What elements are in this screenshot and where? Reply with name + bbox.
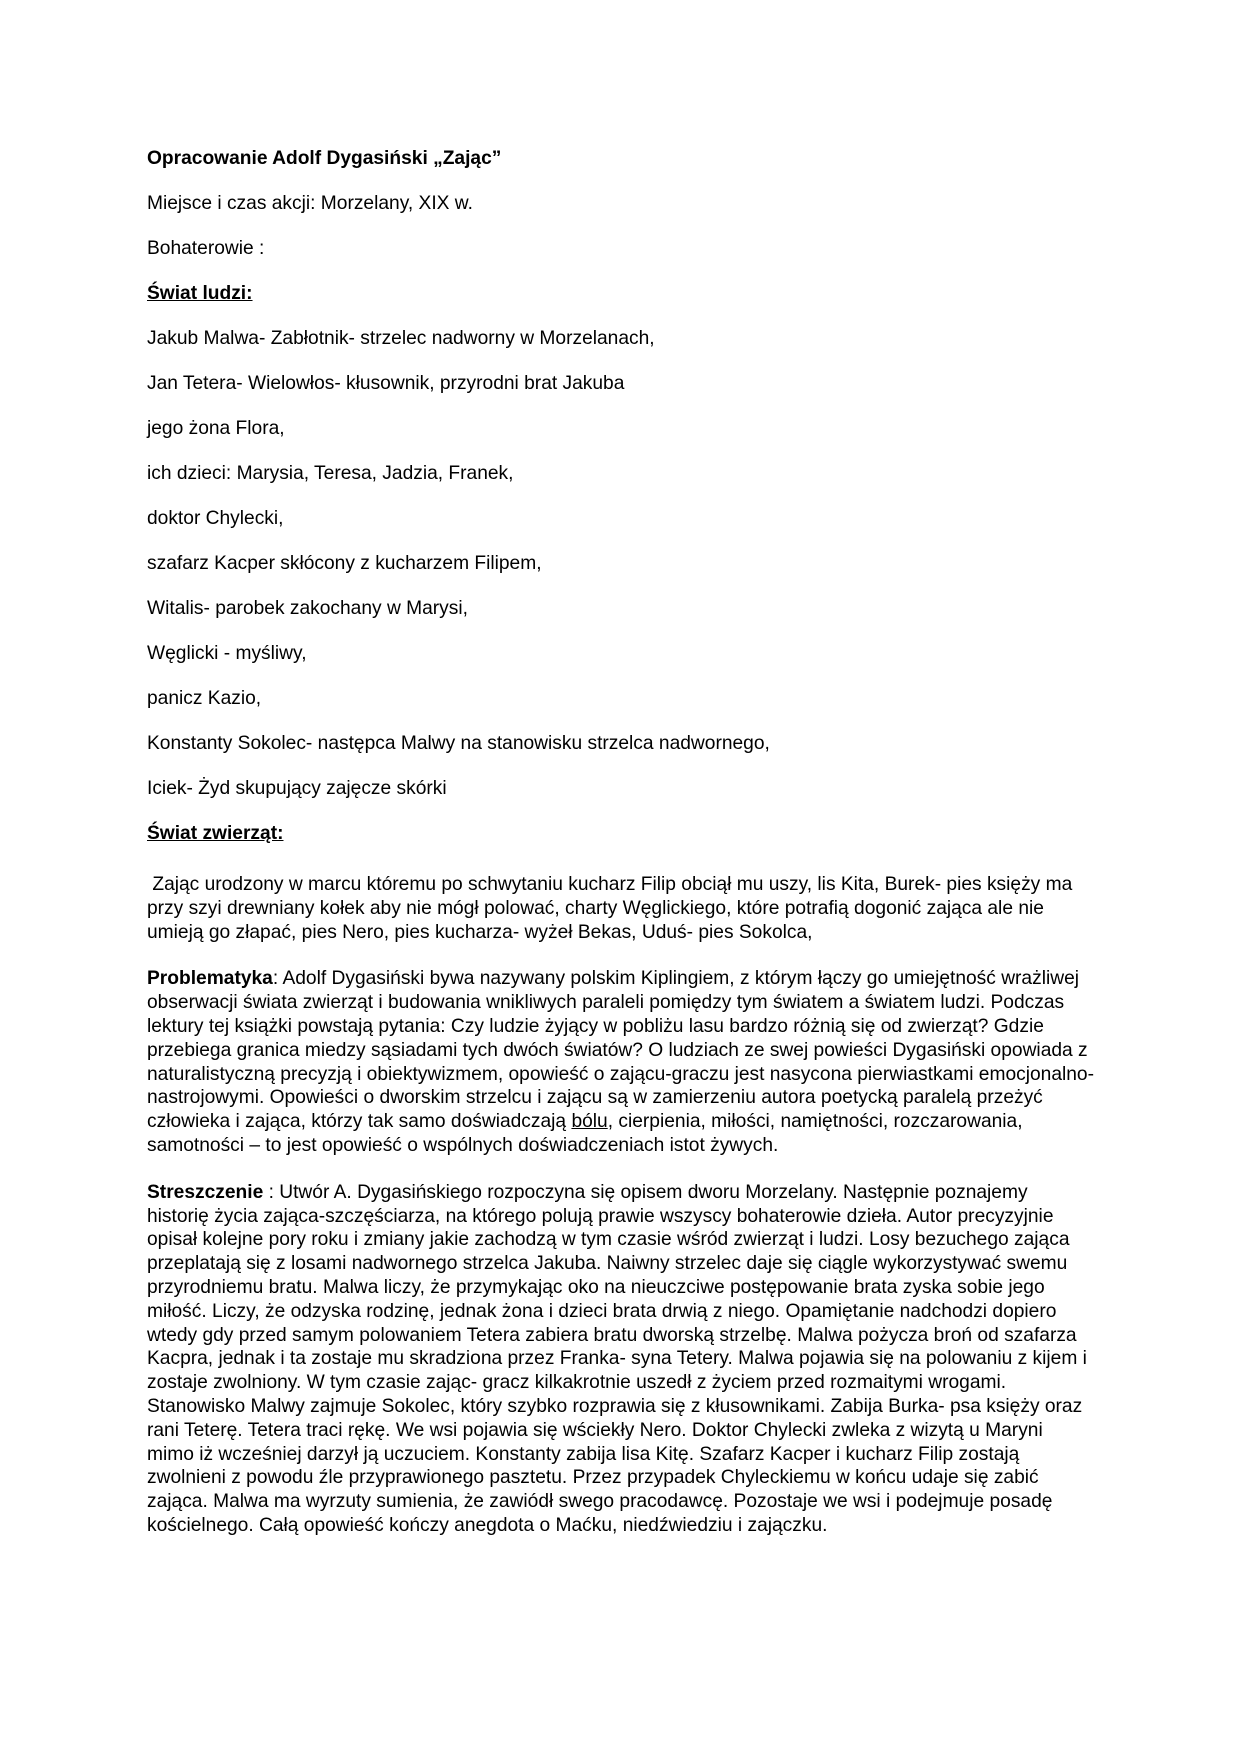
document-title: Opracowanie Adolf Dygasiński „Zając” bbox=[147, 148, 502, 169]
animals-heading: Świat zwierząt: bbox=[147, 823, 284, 844]
people-list-item: panicz Kazio, bbox=[147, 688, 262, 709]
summary-paragraph bbox=[147, 1181, 1094, 1538]
people-list-item: jego żona Flora, bbox=[147, 418, 285, 439]
people-list-item: Jan Tetera- Wielowłos- kłusownik, przyrodni brat Jakuba bbox=[147, 373, 625, 394]
problems-text: : Adolf Dygasiński bywa nazywany polskim Kiplingiem, z którym łączy go umiejętność wrażliwej obserwacji świata zwierząt i budowania wnikliwych paraleli pomiędzy tym światem a światem ludzi. Podczas lektury tej książki powstają pytania: Czy ludzie żyjący w pobliżu lasu bardzo różnią się od zwierząt? Gdzie przebiega granica miedzy sąsiadami tych dwóch światów? O ludziach ze swej powieści Dygasiński opowiada z naturalistyczną precyzją i obiektywizmem, opowieść o zającu-graczu jest nasycona pierwiastkami emocjonalno-nastrojowymi. Opowieści o dworskim strzelcu i zającu są w zamierzeniu autora poetycką paralelą przeżyć człowieka i zająca, którzy tak samo doświadczają bbox=[147, 968, 1094, 1133]
people-list-item: Witalis- parobek zakochany w Marysi, bbox=[147, 598, 468, 619]
animals-paragraph: Zając urodzony w marcu któremu po schwytaniu kucharz Filip obciął mu uszy, lis Kita, Burek- pies księży ma przy szyi drewniany kołek aby nie mógł polować, charty Węglickiego, które potrafią dogonić zająca ale nie umieją go złapać, pies Nero, pies kucharza- wyżeł Bekas, Uduś- pies Sokolca, bbox=[147, 874, 1078, 943]
people-list-item: Iciek- Żyd skupujący zajęcze skórki bbox=[147, 778, 447, 799]
people-heading: Świat ludzi: bbox=[147, 283, 253, 304]
summary-term: Streszczenie bbox=[147, 1181, 264, 1203]
problems-text-end: , cierpienia, miłości, namiętności, rozczarowania, samotności – to jest opowieść o wspólnych doświadczeniach istot żywych. bbox=[147, 1111, 1023, 1156]
summary-text: : Utwór A. Dygasińskiego rozpoczyna się opisem dworu Morzelany. Następnie poznajemy historię życia zająca-szczęściarza, na którego polują prawie wszyscy bohaterowie dzieła. Autor precyzyjnie opisał kolejne pory roku i zmiany jakie zachodzą w tym czasie wśród zwierząt i ludzi. Losy bezuchego zająca przeplatają się z losami nadwornego strzelca Jakuba. Naiwny strzelec daje się ciągle wykorzystywać swemu przyrodniemu bratu. Malwa liczy, że przymykając oko na nieuczciwe postępowanie brata zyska sobie jego miłość. Liczy, że odzyska rodzinę, jednak żona i dzieci brata drwią z niego. Opamiętanie nadchodzi dopiero wtedy gdy przed samym polowaniem Tetera zabiera bratu dworską strzelbę. Malwa pożycza broń od szafarza Kacpra, jednak i ta zostaje mu skradziona przez Franka- syna Tetery. Malwa pojawia się na polowaniu z kijem i zostaje zwolniony. W tym czasie zając- gracz kilkakrotnie uszedł z życiem przed rozmaitymi wrogami. Stanowisko Malwy zajmuje Sokolec, który szybko rozprawia się z kłusownikami. Zabija Burka- psa księży oraz rani Teterę. Tetera traci rękę. We wsi pojawia się wściekły Nero. Doktor Chylecki zwleka z wizytą u Maryni mimo iż wcześniej darzył ją uczuciem. Konstanty zabija lisa Kitę. Szafarz Kacper i kucharz Filip zostają zwolnieni z powodu źle przyprawionego pasztetu. Przez przypadek Chyleckiemu w końcu udaje się zabić zająca. Malwa ma wyrzuty sumienia, że zawiódł swego pracodawcę. Pozostaje we wsi i podejmuje posadę kościelnego. Całą opowieść kończy anegdota o Maćku, niedźwiedziu i zajączku. bbox=[147, 1181, 1087, 1536]
characters-heading: Bohaterowie : bbox=[147, 238, 265, 259]
problems-paragraph bbox=[147, 967, 1094, 1157]
document-body bbox=[147, 146, 1094, 1538]
people-list-item: ich dzieci: Marysia, Teresa, Jadzia, Franek, bbox=[147, 463, 514, 484]
underlined-word: bólu bbox=[571, 1111, 608, 1133]
people-list-item: Węglicki - myśliwy, bbox=[147, 643, 307, 664]
setting-line: Miejsce i czas akcji: Morzelany, XIX w. bbox=[147, 193, 473, 214]
people-list-item: Jakub Malwa- Zabłotnik- strzelec nadworny w Morzelanach, bbox=[147, 328, 655, 349]
problems-term: Problematyka bbox=[147, 968, 273, 990]
people-list-item: szafarz Kacper skłócony z kucharzem Filipem, bbox=[147, 553, 542, 574]
people-list-item: doktor Chylecki, bbox=[147, 508, 284, 529]
people-list-item: Konstanty Sokolec- następca Malwy na stanowisku strzelca nadwornego, bbox=[147, 733, 770, 754]
